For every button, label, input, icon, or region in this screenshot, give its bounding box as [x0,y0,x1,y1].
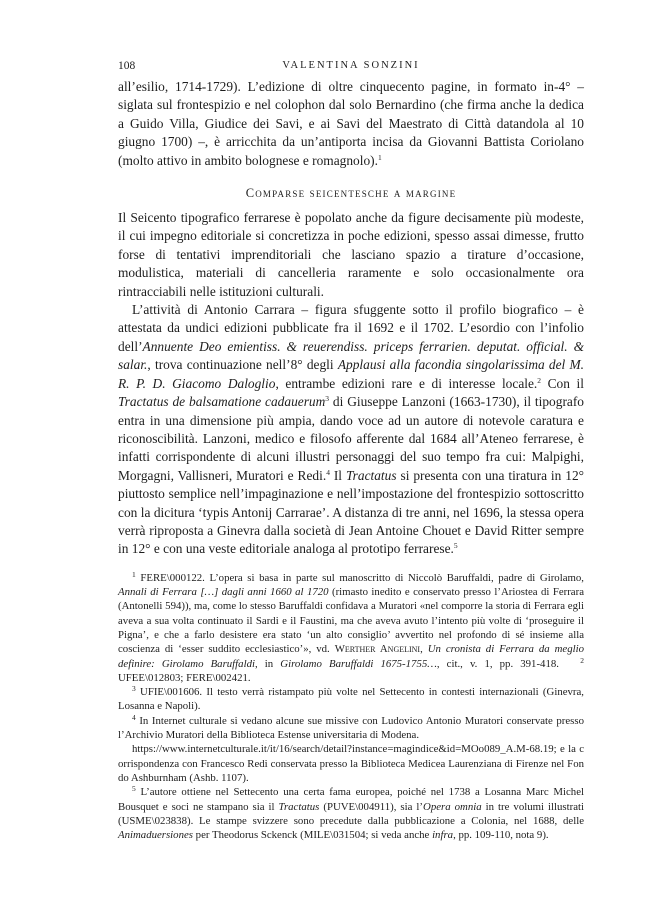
footnote-text: , pp. 109-110, nota 9). [453,829,549,842]
section-heading: Comparse seicentesche a margine [245,186,457,201]
link-text: https://www.internetculturale.it/it/16/search/detail?instance=magindice&id=MOo089_A.M-68.19; e la corrispondenza con Francesco Redi conservata presso la Biblioteca Medicea Laurenziana di Firenze nel Fondo Ashburnham (Ashb. 1107). [118,743,584,784]
running-head [118,60,584,78]
text-run: si presenta con una tiratura in 12° piuttosto semplice nell’impaginazione e nell’impostazione del frontespizio sottoscritto con la dicitura ‘typis Antonij Carrarae’. A distanza di tre anni, nel 1696, la stessa opera verrà riproposta a Ginevra dalla società di Jean Antoine Chouet e David Ritter sempre in 12° e con una veste editoriale analoga al prototipo ferrarese. [118,467,585,557]
italic-title: Un cronista di Ferrara da meglio definire: Girolamo Baruffaldi [118,643,584,670]
footnote-3 [118,685,584,714]
footnote-text: (rimasto inedito e conservato presso l’Ariostea di Ferrara (Antonelli 594)), ma, come lo stesso Baruffaldi confidava a Muratori «nel comporre la storia di Ferrara egli aveva a sua volta continuato il Sardi e il Faustini, ma che aveva avuto l’intento più volte di ‘proseguire il Pigna’, e che a farlo desistere era stato ‘un alto consiglio’ avvertito nel profondo di sé insieme alla coscienza di ‘esser suddito ecclesiastico’», vd. [118,586,584,656]
footnote-number: 1 [132,569,136,579]
footnote-number: 2 [580,655,585,665]
footnote-1 [118,571,584,685]
page-number: 108 [118,60,136,72]
footnote-text: FERE\000122. L’opera si basa in parte sul manoscritto di Niccolò Baruffaldi, padre di Girolamo, [140,571,584,584]
paragraph-carrara [118,301,584,559]
book-page [118,60,584,842]
footnote-text: , [420,643,428,656]
text-run: , trova continuazione nell’8° degli [147,357,338,373]
footnote-4 [118,714,584,743]
text-run: Con il [541,375,584,391]
running-head-author: VALENTINA SONZINI [282,60,420,71]
footnote-ref: 2 [537,375,542,385]
italic-title: Tractatus de balsamatione cadauerum [118,394,326,410]
footnote-number: 5 [132,784,136,794]
footnote-text: L’autore ottiene nel Settecento una certa fama europea, poiché nel 1738 a Losanna Marc Michel Bousquet e soci ne stampano sia il [118,786,584,813]
paragraph-seicento: Il Seicento tipografico ferrarese è popolato anche da figure decisamente più modeste, il cui impegno editoriale si concretizza in poche edizioni, spesso assai dimesse, frutto forse di tentativi imprenditoriali che lasciano spazio a tirature d’occasione, modulistica, materiali di cancelleria raramente e solo occasionalmente ora rintracciabili nelle istituzioni culturali. [118,210,584,299]
footnote-text: UFIE\001606. Il testo verrà ristampato più volte nel Settecento in contesti internazionali (Ginevra, Losanna e Napoli). [118,686,584,713]
footnote-number: 3 [132,684,136,694]
footnote-text: In Internet culturale si vedano alcune sue missive con Ludovico Antonio Muratori conservate presso l’Archivio Muratori della Biblioteca Estense universitaria di Modena. [118,714,584,742]
footnote-text: per Theodorus Sckenck (MILE\031504; si veda anche [192,829,433,842]
footnote-ref: 4 [326,467,330,477]
text-run: di Giuseppe Lanzoni (1663-1730), il tipografo entra in una dimensione più ampia, dando voce ad un autore di notevole caratura e riconoscibilità. Lanzoni, medico e filosofo afferente dal 1684 all’Ateneo ferrarese, è infatti corrispondente di alcuni illustri personaggi del suo tempo fra cui: Malpighi, Morgagni, Vallisneri, Muratori e Redi. [118,394,585,483]
footnotes [118,571,584,843]
italic-title: Girolamo Baruffaldi 1675-1755… [280,657,437,670]
italic-title: Tractatus [278,800,320,813]
footnote-text: in tre volumi illustrati (USME\023838). Le stampe svizzere sono precedute dalla pubblicazione a Colonia, nel 1688, delle [118,800,584,827]
footnote-ref: 5 [453,541,458,551]
text-run: Il [329,467,346,483]
italic-title: Annuente Deo emientiss. & reuerendiss. priceps ferrarien. deputat. official. & salar. [118,338,584,373]
italic-title: Opera omnia [423,800,482,813]
footnote-5 [118,785,584,842]
author-name: Werther Angelini [334,643,421,656]
footnote-text: , in [254,657,281,670]
paragraph-text: all’esilio, 1714-1729). L’edizione di oltre cinquecento pagine, in formato in-4° – siglata sul frontespizio e nel colophon dal solo Bernardino (che firma anche la dedica a Guido Villa, Giudice dei Savi, e ai Savi del Maestrato di Città datandola al 10 giugno 1700) –, è arricchita da un’antiporta incisa da Giovanni Battista Coriolano (molto attivo in ambito bolognese e romagnolo). [118,79,584,168]
italic-title: Animaduersiones [118,829,193,842]
footnote-number: 4 [132,712,136,722]
footnote-text: (PUVE\004911), sia l’ [319,800,424,813]
paragraph-intro [118,78,584,170]
text-run: L’attività di Antonio Carrara – figura sfuggente sotto il profilo biografico – è attestata da undici edizioni pubblicate fra il 1692 e il 1702. L’esordio con l’infolio dell’ [118,302,584,354]
italic-title: infra [432,829,454,842]
footnote-ref: 1 [377,152,382,162]
italic-title: Annali di Ferrara […] dagli anni 1660 al 1720 [118,586,329,599]
footnote-4-link [118,742,584,785]
text-run: , entrambe edizioni rare e di interesse locale. [275,375,538,391]
italic-title: Applausi alla facondia singolarissima del M. R. P. D. Giacomo Daloglio [118,357,584,391]
footnote-ref: 3 [325,394,330,404]
footnote-2: UFEE\012803; FERE\002421. [118,671,251,684]
italic-title: Tractatus [345,467,397,483]
footnote-text: , cit., v. 1, pp. 391-418. [436,657,559,670]
